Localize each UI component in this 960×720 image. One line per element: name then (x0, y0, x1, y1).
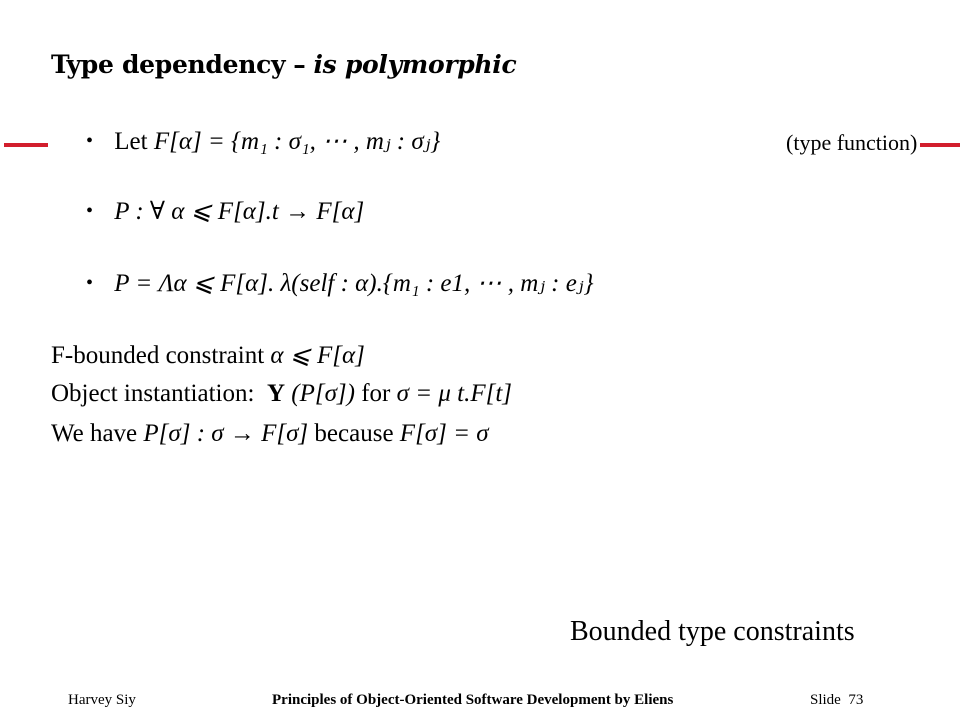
line-formula: P[σ] : σ → F[σ] (143, 420, 309, 447)
line-formula: (P[σ]) (291, 380, 355, 407)
bullet-formula: P = Λα ⩽ F[α]. λ(self : α).{m₁ : e1, ⋯ , mⱼ : eⱼ} (114, 270, 594, 297)
f-bounded-constraint-line (51, 340, 365, 370)
line-formula-2: σ = μ t.F[t] (396, 380, 512, 407)
footer-book-title: Principles of Object-Oriented Software Development by Eliens (272, 692, 674, 708)
title-emphasis: is polymorphic (313, 50, 517, 79)
red-rule-right (920, 143, 960, 147)
bullet-word: Let (114, 128, 148, 155)
bullet-item-polymorphic-type (86, 196, 364, 226)
type-function-note: (type function) (786, 130, 918, 155)
line-text: F-bounded constraint (51, 342, 265, 369)
red-rule-left (4, 143, 48, 147)
we-have-line (51, 420, 489, 448)
line-formula-2: F[σ] = σ (399, 420, 489, 447)
bullet-formula: F[α] = {m₁ : σ₁, ⋯ , mⱼ : σⱼ} (153, 128, 441, 155)
fixed-point-operator: Y (266, 380, 285, 407)
bullet-icon: • (86, 200, 94, 222)
line-text: We have (51, 420, 138, 447)
bullet-formula: P : ∀ α ⩽ F[α].t → F[α] (114, 198, 365, 225)
slide-number: 73 (848, 692, 864, 708)
line-text-for: for (361, 380, 391, 407)
slide-title (51, 50, 516, 79)
slide-caption: Bounded type constraints (570, 616, 855, 647)
line-text-because: because (314, 420, 394, 447)
line-text: Object instantiation: (51, 380, 255, 407)
line-formula: α ⩽ F[α] (270, 342, 365, 369)
footer-slide-number (810, 692, 863, 709)
footer-author: Harvey Siy (68, 692, 136, 708)
bullet-item-polymorphic-definition (86, 268, 593, 298)
object-instantiation-line (51, 380, 512, 408)
bullet-item-type-function (86, 126, 440, 156)
bullet-icon: • (86, 130, 94, 152)
title-plain: Type dependency (51, 50, 286, 79)
title-dash: – (293, 50, 306, 79)
slide-label: Slide (810, 692, 841, 708)
bullet-icon: • (86, 272, 94, 294)
